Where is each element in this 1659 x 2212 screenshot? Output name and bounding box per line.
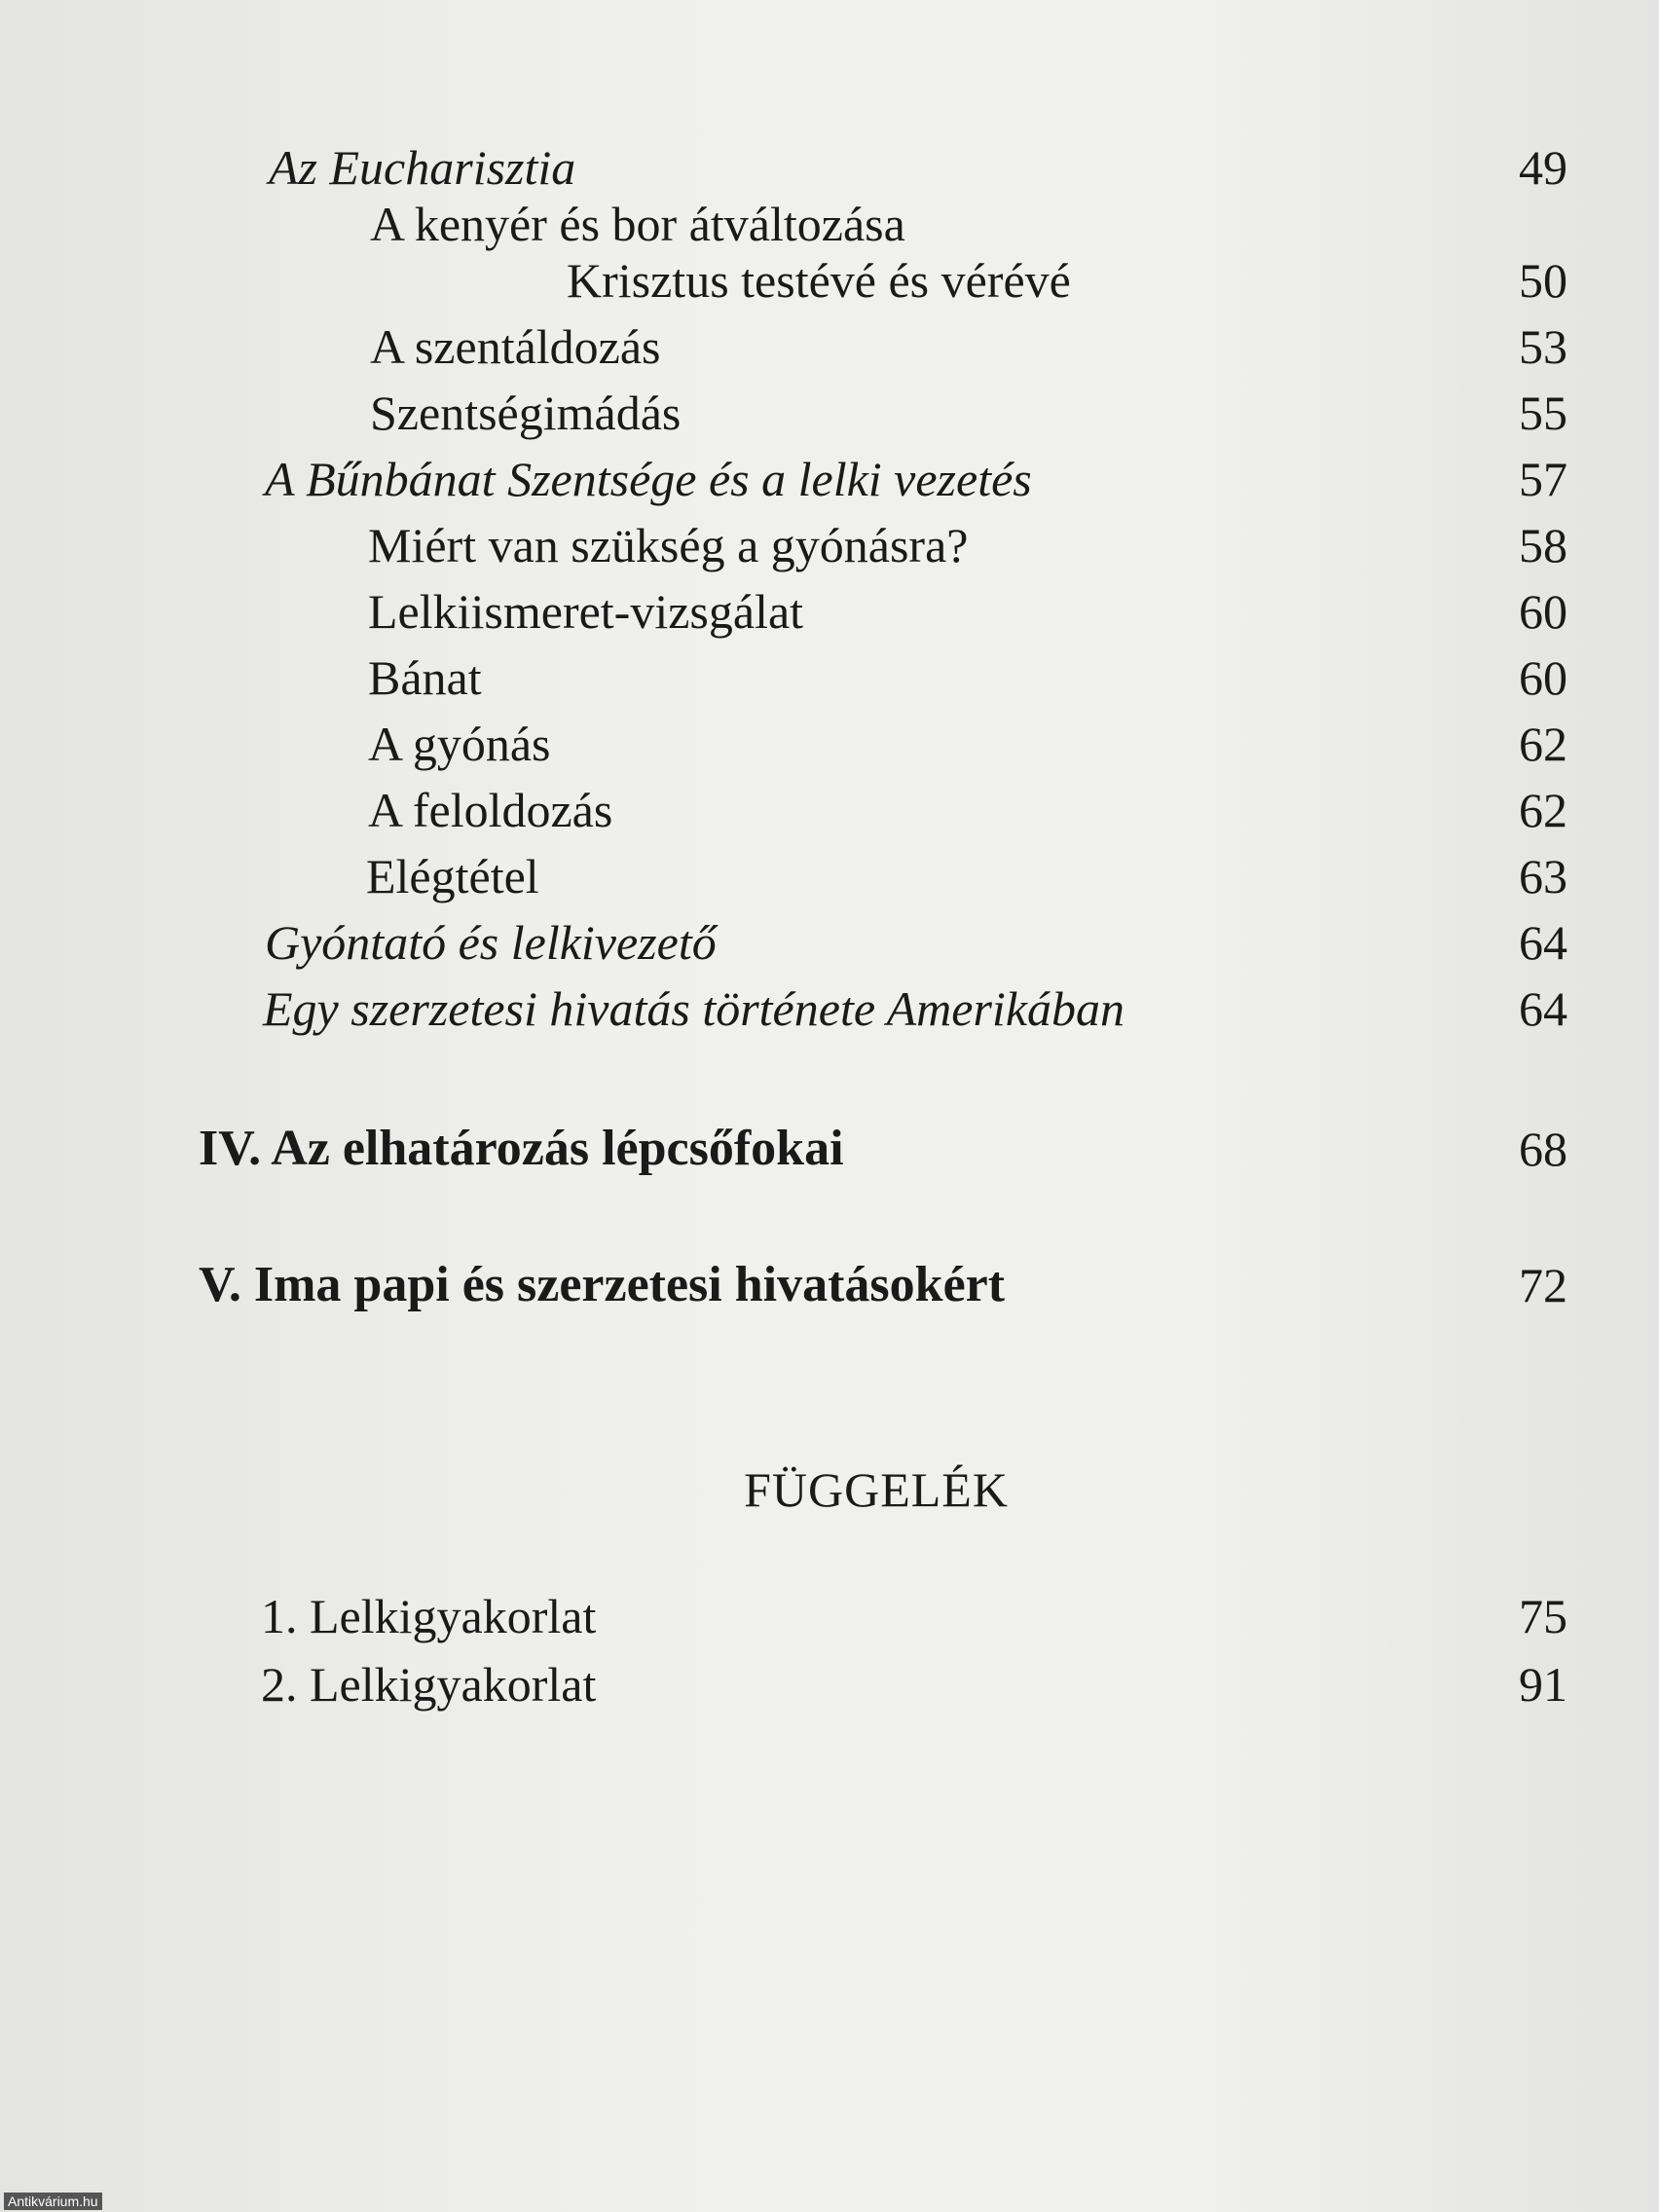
toc-entry-why-confession (0, 516, 1659, 574)
toc-entry-page: 60 (1519, 650, 1567, 705)
toc-entry-page: 58 (1519, 518, 1567, 572)
toc-entry-title: A kenyér és bor átváltozása (370, 197, 905, 251)
toc-entry-title: Az Eucharisztia (269, 140, 576, 195)
toc-entry-contrition (0, 648, 1659, 707)
toc-entry-page: 55 (1519, 386, 1567, 440)
toc-entry-page: 57 (1519, 452, 1567, 506)
appendix-entry-page: 91 (1519, 1657, 1567, 1712)
appendix-entry-1 (0, 1587, 1659, 1645)
toc-entry-communion (0, 317, 1659, 376)
toc-entry-title: Gyóntató és lelkivezető (265, 915, 717, 970)
toc-chapter-title: IV. Az elhatározás lépcsőfokai (199, 1121, 844, 1176)
appendix-entry-title: 1. Lelkigyakorlat (261, 1589, 597, 1643)
toc-entry-page: 49 (1519, 140, 1567, 195)
toc-entry-absolution (0, 781, 1659, 839)
toc-entry-title: Bánat (368, 650, 482, 705)
toc-entry-title: A szentáldozás (370, 319, 661, 374)
toc-entry-page: 53 (1519, 319, 1567, 374)
toc-entry-title: A feloldozás (368, 783, 613, 837)
toc-chapter-v (0, 1256, 1659, 1314)
toc-entry-title: A gyónás (368, 717, 551, 771)
toc-entry-adoration (0, 384, 1659, 442)
toc-entry-title: Elégtétel (366, 849, 539, 903)
toc-chapter-title: V. Ima papi és szerzetesi hivatásokért (199, 1257, 1006, 1312)
watermark-credit: Antikvárium.hu (4, 2193, 102, 2210)
toc-entry-eucharist (0, 138, 1659, 197)
toc-entry-page: 64 (1519, 981, 1567, 1036)
toc-chapter-page: 72 (1519, 1258, 1567, 1312)
toc-entry-title: Lelkiismeret-vizsgálat (368, 584, 804, 639)
appendix-entry-2 (0, 1655, 1659, 1714)
toc-entry-confession (0, 715, 1659, 773)
toc-entry-body-blood (0, 251, 1659, 310)
toc-entry-page: 64 (1519, 915, 1567, 970)
toc-entry-page: 60 (1519, 584, 1567, 639)
toc-entry-title: Miért van szükség a gyónásra? (368, 518, 969, 572)
toc-entry-vocation-story (0, 979, 1659, 1038)
toc-entry-penance (0, 450, 1659, 508)
appendix-entry-title: 2. Lelkigyakorlat (261, 1657, 597, 1712)
toc-chapter-iv (0, 1120, 1659, 1178)
toc-entry-title: Szentségimádás (370, 386, 682, 440)
toc-entry-title: Egy szerzetesi hivatás története Amerikában (263, 981, 1125, 1036)
toc-entry-page: 50 (1519, 253, 1567, 308)
toc-entry-title: Krisztus testévé és vérévé (567, 253, 1071, 308)
toc-entry-page: 62 (1519, 783, 1567, 837)
toc-entry-transubstantiation (0, 195, 1659, 253)
appendix-heading: FÜGGELÉK (744, 1462, 1009, 1517)
toc-entry-satisfaction (0, 847, 1659, 905)
toc-entry-confessor (0, 913, 1659, 972)
toc-entry-page: 63 (1519, 849, 1567, 903)
toc-entry-examination (0, 582, 1659, 641)
appendix-entry-page: 75 (1519, 1589, 1567, 1643)
toc-entry-page: 62 (1519, 717, 1567, 771)
toc-chapter-page: 68 (1519, 1122, 1567, 1176)
toc-entry-title: A Bűnbánat Szentsége és a lelki vezetés (265, 452, 1032, 506)
